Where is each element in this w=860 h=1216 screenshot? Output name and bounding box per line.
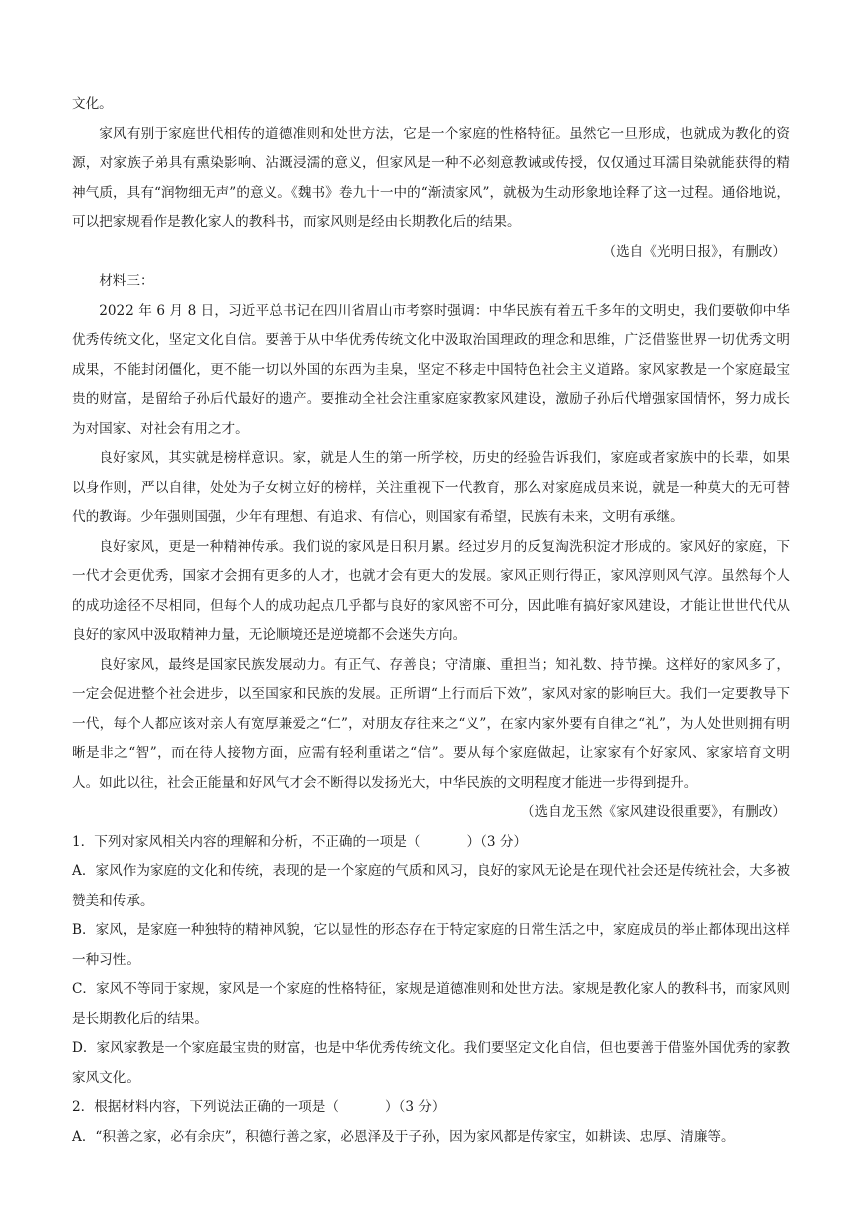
question-2-stem-text: 2．根据材料内容，下列说法正确的一项是（ — [72, 1099, 339, 1115]
material-three-heading: 材料三： — [99, 273, 154, 289]
question-2-score: ）（3 分） — [384, 1099, 446, 1115]
source-citation-guangming: （选自《光明日报》，有删改） — [602, 243, 786, 260]
paragraph-spiritual-inheritance: 良好家风，更是一种精神传承。我们说的家风是日积月累。经过岁月的反复淘洗积淀才形成的。家风好的家庭，下一代才会更优秀，国家才会拥有更多的人才，也就才会有更大的发展。家风正则行得正，家风淳则风气淳。虽然每个人的成功途径不尽相同，但每个人的成功起点几乎都与良好的家风密不可分，因此唯有搞好家风建设，才能让世世代代从良好的家风中汲取精神力量，无论顺境还是逆境都不会迷失方向。 — [72, 538, 790, 643]
paragraph-family-style-definition: 家风有别于家庭世代相传的道德准则和处世方法，它是一个家庭的性格特征。虽然它一旦形成，也就成为教化的资源，对家族子弟具有熏染影响、沾溉浸濡的意义，但家风是一种不必刻意教诫或传授，仅仅通过耳濡目染就能获得的精神气质，具有“润物细无声”的意义。《魏书》卷九十一中的“渐渍家风”，就极为生动形象地诠释了这一过程。通俗地说，可以把家规看作是教化家人的教科书，而家风则是经由长期教化后的结果。 — [72, 125, 790, 230]
question-1-stem-text: 1．下列对家风相关内容的理解和分析，不正确的一项是（ — [72, 833, 421, 850]
question-1-score: ）（3 分） — [466, 833, 528, 850]
question-1-option-b: B．家风，是家庭一种独特的精神风貌，它以显性的形态存在于特定家庭的日常生活之中，家庭成员的举止都体现出这样一种习性。 — [72, 922, 790, 968]
question-1-stem — [72, 828, 790, 858]
question-1-option-c: C．家风不等同于家规，家风是一个家庭的性格特征，家规是道德准则和处世方法。家规是教化家人的教科书，而家风则是长期教化后的结果。 — [72, 981, 790, 1027]
paragraph-role-model: 良好家风，其实就是榜样意识。家，就是人生的第一所学校，历史的经验告诉我们，家庭或者家族中的长辈，如果以身作则，严以自律，处处为子女树立好的榜样，关注重视下一代教育，那么对家庭成员来说，就是一种莫大的无可替代的教诲。少年强则国强，少年有理想、有追求、有信心，则国家有希望，民族有未来，文明有承继。 — [72, 450, 790, 525]
paragraph-national-development: 良好家风，最终是国家民族发展动力。有正气、存善良；守清廉、重担当；知礼数、持节操。这样好的家风多了，一定会促进整个社会进步，以至国家和民族的发展。正所谓“上行而后下效”，家风对家的影响巨大。我们一定要教导下一代，每个人都应该对亲人有宽厚兼爱之“仁”，对朋友存往来之“义”，在家内家外要有自律之“礼”，为人处世则拥有明晰是非之“智”，而在待人接物方面，应需有轻利重诺之“信”。要从每个家庭做起，让家家有个好家风、家家培育文明人。如此以往，社会正能量和好风气才会不断得以发扬光大，中华民族的文明程度才能进一步得到提升。 — [72, 656, 790, 791]
paragraph-xi-speech: 2022 年 6 月 8 日，习近平总书记在四川省眉山市考察时强调：中华民族有着五千多年的文明史，我们要敬仰中华优秀传统文化，坚定文化自信。要善于从中华优秀传统文化中汲取治国理政的理念和思维，广泛借鉴世界一切优秀文明成果，不能封闭僵化，更不能一切以外国的东西为圭臬，坚定不移走中国特色社会主义道路。家风家教是一个家庭最宝贵的财富，是留给子孙后代最好的遗产。要推动全社会注重家庭家教家风建设，激励子孙后代增强家国情怀，努力成长为对国家、对社会有用之才。 — [72, 302, 790, 437]
document-page — [72, 90, 790, 1152]
question-1-option-d: D．家风家教是一个家庭最宝贵的财富，也是中华优秀传统文化。我们要坚定文化自信，但也要善于借鉴外国优秀的家教家风文化。 — [72, 1040, 790, 1086]
question-2-option-a: A．“积善之家，必有余庆”，积德行善之家，必恩泽及于子孙，因为家风都是传家宝，如耕读、忠厚、清廉等。 — [72, 1128, 735, 1145]
source-citation-longyuran: （选自龙玉然《家风建设很重要》，有删改） — [520, 804, 786, 820]
question-2-stem — [72, 1093, 790, 1123]
question-1-option-a: A．家风作为家庭的文化和传统，表现的是一个家庭的气质和风习，良好的家风无论是在现代社会还是传统社会，大多被赞美和传承。 — [72, 863, 790, 909]
paragraph-continuation: 文化。 — [72, 96, 113, 112]
